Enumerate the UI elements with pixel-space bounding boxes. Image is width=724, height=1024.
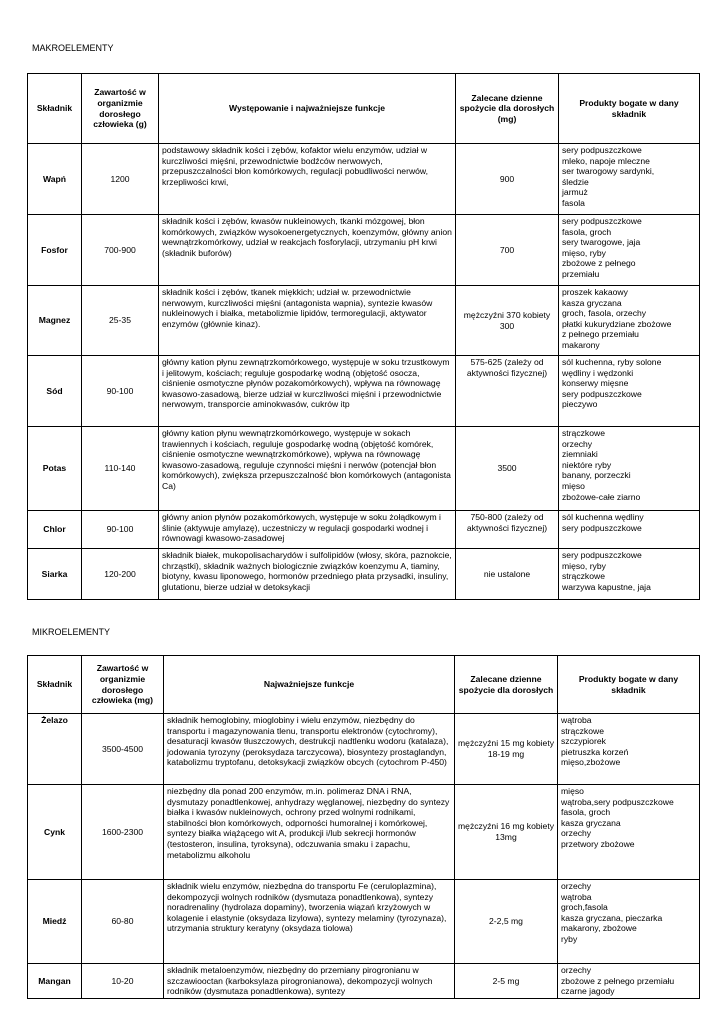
product-item: makarony (562, 339, 600, 350)
element-name: Fosfor (28, 215, 82, 286)
product-item: mleko, napoje mleczne (562, 155, 650, 166)
element-amount: 90-100 (82, 356, 159, 427)
product-item: groch, fasola, orzechy (562, 308, 647, 319)
micro-row (28, 880, 700, 964)
product-item: śledzie (562, 176, 589, 187)
product-item: wątroba (561, 891, 592, 902)
product-item: szczypiorek (561, 736, 606, 747)
element-daily-intake: 700 (456, 215, 559, 286)
product-item: banany, porzeczki (562, 470, 631, 481)
micro-header-function: Najważniejsze funkcje (164, 656, 455, 714)
macro-row (28, 356, 700, 427)
element-products (558, 714, 700, 785)
product-item: konserwy mięsne (562, 378, 629, 389)
product-item: sól kuchenna, ryby solone (562, 357, 662, 367)
macro-row (28, 549, 700, 600)
product-item: orzechy (561, 965, 592, 975)
micro-header-daily: Zalecane dzienne spożycie dla dorosłych (455, 656, 558, 714)
element-name: Siarka (28, 549, 82, 600)
macro-header-products: Produkty bogate w dany składnik (559, 74, 700, 144)
product-item: kasza gryczana, pieczarka (561, 912, 663, 923)
element-function: podstawowy składnik kości i zębów, kofaktor wielu enzymów, udział w kurczliwości mięśni, przewodnictwie bodźców nerwowych, przepuszczalności błon komórkowych, regulacji pobudliwości nerwów, krzepliwości krwi, (159, 144, 456, 215)
element-function: składnik hemoglobiny, mioglobiny i wielu enzymów, niezbędny do transportu i magazynowania tlenu, transportu elektronów (cytochromy), desaturacji kwasów tłuszczowych, destrukcji nadtlenku wodoru (katalaza), jodowania tyrozyny (peroksydaza tarczycowa), biosyntezy prostaglandyn, katabolizmu tryptofanu, detoksykacji związków obcych (cytochrom P-450) (164, 714, 455, 785)
element-name: Magnez (28, 286, 82, 356)
element-function: składnik białek, mukopolisacharydów i sulfolipidów (włosy, skóra, paznokcie, chrząstki), składnik ważnych biologicznie związków koenzymu A, tiaminy, biotyny, kwasu liponowego, hormonów przedniego płata przysadki, insuliny, glutationu, bierze udział w detoksykacji (159, 549, 456, 600)
element-daily-intake: mężczyźni 16 mg kobiety 13mg (455, 785, 558, 880)
macro-row (28, 215, 700, 286)
product-item: przemiału (562, 268, 600, 279)
product-item: fasola (562, 197, 585, 208)
micro-header-products: Produkty bogate w dany składnik (558, 656, 700, 714)
micro-row (28, 714, 700, 785)
product-item: sery podpuszczkowe (562, 388, 642, 399)
micro-section-title: MIKROELEMENTY (32, 627, 111, 637)
element-products (559, 286, 700, 356)
product-item: ser twarogowy sardynki, (562, 166, 655, 177)
macro-header-name: Składnik (28, 74, 82, 144)
product-item: groch,fasola (561, 902, 608, 913)
element-function: składnik kości i zębów, tkanek miękkich; udział w. przewodnictwie nerwowym, kurczliwości mięśni (antagonista wapnia), syntezie kwasów nukleinowych i białka, metabolizmie lipidów, termoregulacji, aktywator enzymów (głównie kinaz). (159, 286, 456, 356)
element-name: Cynk (28, 785, 82, 880)
product-item: przetwory zbożowe (561, 838, 635, 849)
element-name: Sód (28, 356, 82, 427)
element-products (559, 215, 700, 286)
element-amount: 120-200 (82, 549, 159, 600)
product-item: mięso, ryby (562, 560, 606, 571)
element-products (558, 880, 700, 964)
macro-row (28, 286, 700, 356)
micro-row (28, 964, 700, 999)
product-item: mięso (562, 480, 585, 491)
element-name: Miedź (28, 880, 82, 964)
product-item: sery podpuszczkowe (562, 550, 642, 560)
micro-row (28, 785, 700, 880)
product-item: mięso (561, 786, 584, 796)
element-name: Wapń (28, 144, 82, 215)
product-item: proszek kakaowy (562, 287, 628, 297)
macro-row (28, 427, 700, 511)
product-item: płatki kukurydziane zbożowe (562, 318, 672, 329)
product-item: sery twarogowe, jaja (562, 237, 641, 248)
element-amount: 25-35 (82, 286, 159, 356)
product-item: orzechy (561, 828, 592, 839)
product-item: wątroba (561, 715, 592, 725)
macro-row (28, 511, 700, 549)
product-item: sery podpuszczkowe (562, 522, 642, 533)
product-item: orzechy (562, 438, 593, 449)
product-item: wędliny i wędzonki (562, 367, 634, 378)
product-item: kasza gryczana (561, 817, 621, 828)
element-daily-intake: 750-800 (zależy od aktywności fizycznej) (456, 511, 559, 549)
product-item: wątroba,sery podpuszczkowe (561, 796, 674, 807)
element-amount: 110-140 (82, 427, 159, 511)
product-item: makarony, zbożowe (561, 923, 637, 934)
element-daily-intake: 900 (456, 144, 559, 215)
product-item: kasza gryczana (562, 297, 622, 308)
product-item: jarmuż (562, 187, 588, 198)
element-function: składnik wielu enzymów, niezbędna do transportu Fe (ceruloplazmina), dekompozycji wolnych rodników (dysmutaza ponadtlenkowa), syntezy noradrenaliny (hydrolaza dopaminy), tworzenia wiązań krzyżowych w kolagenie i elastynie (oksydaza lizylowa), syntezy melaminy (tyrozynaza), utrzymania struktury keratyny (oksydaza tiolowa) (164, 880, 455, 964)
product-item: ryby (561, 933, 578, 944)
product-item: orzechy (561, 881, 592, 891)
product-item: zbożowe z pełnego przemiału (561, 975, 675, 986)
product-item: mięso, ryby (562, 247, 606, 258)
element-products (559, 144, 700, 215)
product-item: zbożowe-całe ziarno (562, 491, 641, 502)
element-function: główny kation płynu zewnątrzkomórkowego, występuje w soku trzustkowym i jelitowym, kościach; reguluje gospodarkę wodną (objętość osocza, ciśnienie osmotyczne płynów pozakomórkowych), wpływa na równowagę kwasowo-zasadową, bierze udział w kurczliwości mięśni i przewodnictwie nerwowym, transporcie aminokwasów, cukrów itp (159, 356, 456, 427)
element-amount: 60-80 (82, 880, 164, 964)
product-item: strączkowe (562, 428, 605, 438)
macro-table (27, 73, 700, 600)
product-item: sery podpuszczkowe (562, 145, 642, 155)
element-daily-intake: mężczyźni 15 mg kobiety 18-19 mg (455, 714, 558, 785)
product-item: sól kuchenna wędliny (562, 512, 644, 522)
product-item: pieczywo (562, 399, 598, 410)
element-name: Chlor (28, 511, 82, 549)
element-name: Potas (28, 427, 82, 511)
element-name: Żelazo (28, 714, 82, 785)
micro-table (27, 655, 700, 999)
element-daily-intake: 3500 (456, 427, 559, 511)
product-item: warzywa kapustne, jaja (562, 581, 651, 592)
element-daily-intake: 2-5 mg (455, 964, 558, 999)
product-item: strączkowe (562, 571, 605, 582)
product-item: niektóre ryby (562, 459, 612, 470)
element-name: Mangan (28, 964, 82, 999)
micro-header-amount: Zawartość w organizmie dorosłego człowieka (mg) (82, 656, 164, 714)
element-function: składnik kości i zębów, kwasów nukleinowych, tkanki mózgowej, błon komórkowych, związków wysokoenergetycznych, koenzymów, główny anion wewnątrzkomórkowy, udział w reakcjach fosforylacji, utrzymaniu pH krwi (składnik buforów) (159, 215, 456, 286)
element-products (559, 427, 700, 511)
product-item: zbożowe z pełnego (562, 258, 636, 269)
element-function: główny kation płynu wewnątrzkomórkowego, występuje w sokach trawiennych i kościach, reguluje gospodarkę wodną (objętość komórek, ciśnienie osmotyczne wewnątrzkomórkowe), wpływa na równowagę kwasowo-zasadową, reguluje czynności mięśni i nerwów (potencjał błon komórkowych), zwiększa przepuszczalność błon komórkowych (antagonista Ca) (159, 427, 456, 511)
macro-section-title: MAKROELEMENTY (32, 43, 114, 53)
element-products (559, 549, 700, 600)
element-products (558, 785, 700, 880)
element-daily-intake: nie ustalone (456, 549, 559, 600)
element-function: główny anion płynów pozakomórkowych, występuje w soku żołądkowym i ślinie (aktywuje amylazę), uczestniczy w regulacji gospodarki wodnej i równowagi kwasowo-zasadowej (159, 511, 456, 549)
macro-header-function: Występowanie i najważniejsze funkcje (159, 74, 456, 144)
product-item: z pełnego przemiału (562, 329, 639, 340)
macro-header-daily: Zalecane dzienne spożycie dla dorosłych (mg) (456, 74, 559, 144)
product-item: ziemniaki (562, 449, 598, 460)
macro-header-amount: Zawartość w organizmie dorosłego człowieka (g) (82, 74, 159, 144)
element-products (559, 511, 700, 549)
element-daily-intake: 2-2,5 mg (455, 880, 558, 964)
micro-header-name: Składnik (28, 656, 82, 714)
product-item: pietruszka korzeń (561, 746, 629, 757)
product-item: czarne jagody (561, 986, 615, 997)
product-item: fasola, groch (562, 226, 612, 237)
element-amount: 10-20 (82, 964, 164, 999)
element-function: niezbędny dla ponad 200 enzymów, m.in. polimeraz DNA i RNA, dysmutazy ponadtlenkowej, anhydrazy węglanowej, niezbędny do syntezy białka i kwasów nukleinowych, ochrony przed wolnymi rodnikami, stabilności błon komórkowych, odporności humoralnej i komórkowej, syntezy białka wiążącego wit A, produkcji i/lub sekrecji hormonów (testosteron, insulina, tyroksyna), odczuwania smaku i zapachu, metabolizmu alkoholu (164, 785, 455, 880)
element-daily-intake: mężczyźni 370 kobiety 300 (456, 286, 559, 356)
product-item: strączkowe (561, 725, 604, 736)
product-item: fasola, groch (561, 807, 611, 818)
product-item: mięso,zbożowe (561, 757, 621, 768)
element-amount: 1200 (82, 144, 159, 215)
product-item: sery podpuszczkowe (562, 216, 642, 226)
macro-row (28, 144, 700, 215)
element-products (559, 356, 700, 427)
element-amount: 700-900 (82, 215, 159, 286)
micro-header-row (28, 656, 700, 714)
element-amount: 3500-4500 (82, 714, 164, 785)
element-products (558, 964, 700, 999)
element-amount: 1600-2300 (82, 785, 164, 880)
element-amount: 90-100 (82, 511, 159, 549)
element-function: składnik metaloenzymów, niezbędny do przemiany pirogronianu w szczawiooctan (karboksylaza pirogronianowa), dekompozycji wolnych rodników (dysmutaza ponadtlenkowa), syntezy (164, 964, 455, 999)
macro-header-row (28, 74, 700, 144)
element-daily-intake: 575-625 (zależy od aktywności fizycznej) (456, 356, 559, 427)
